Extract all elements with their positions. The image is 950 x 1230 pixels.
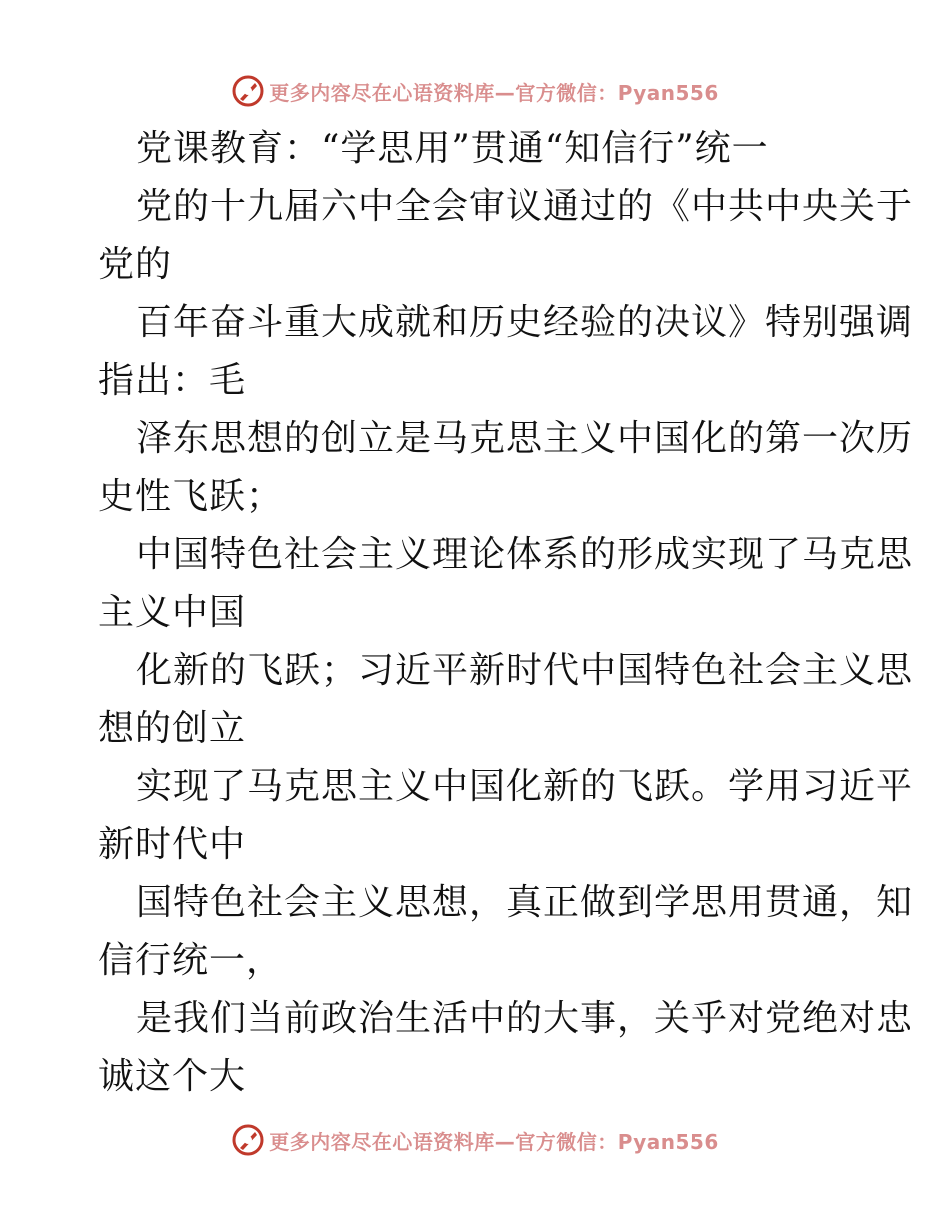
text-line: 实现了马克思主义中国化新的飞跃。学用习近平 [136, 766, 914, 807]
text-line: 党课教育：“学思用”贯通“知信行”统一 [136, 128, 769, 169]
text-line: 是我们当前政治生活中的大事，关乎对党绝对忠 [136, 998, 914, 1039]
text-line: 诚这个大 [98, 1056, 247, 1097]
text-line: 主义中国 [98, 592, 247, 633]
header-watermark-banner [0, 71, 950, 111]
text-line: 化新的飞跃；习近平新时代中国特色社会主义思 [136, 650, 914, 691]
text-line: 中国特色社会主义理论体系的形成实现了马克思 [136, 534, 914, 575]
banner-text: 更多内容尽在心语资料库—官方微信：Pyan556 [269, 1129, 719, 1154]
text-line: 百年奋斗重大成就和历史经验的决议》特别强调 [136, 302, 914, 343]
footer-watermark-banner [0, 1120, 950, 1160]
text-line: 国特色社会主义思想，真正做到学思用贯通，知 [136, 882, 914, 923]
text-line: 泽东思想的创立是马克思主义中国化的第一次历 [136, 418, 914, 459]
text-line: 信行统一， [98, 940, 284, 981]
quill-logo-icon [231, 74, 265, 108]
text-line: 党的十九届六中全会审议通过的《中共中央关于 [136, 186, 914, 227]
text-line: 指出：毛 [98, 360, 247, 401]
text-line: 史性飞跃； [98, 476, 284, 517]
text-line: 党的 [98, 244, 173, 285]
quill-logo-icon [231, 1123, 265, 1157]
banner-text: 更多内容尽在心语资料库—官方微信：Pyan556 [269, 80, 719, 105]
text-line: 新时代中 [98, 824, 247, 865]
document-body [98, 120, 914, 1106]
text-line: 想的创立 [98, 708, 247, 749]
